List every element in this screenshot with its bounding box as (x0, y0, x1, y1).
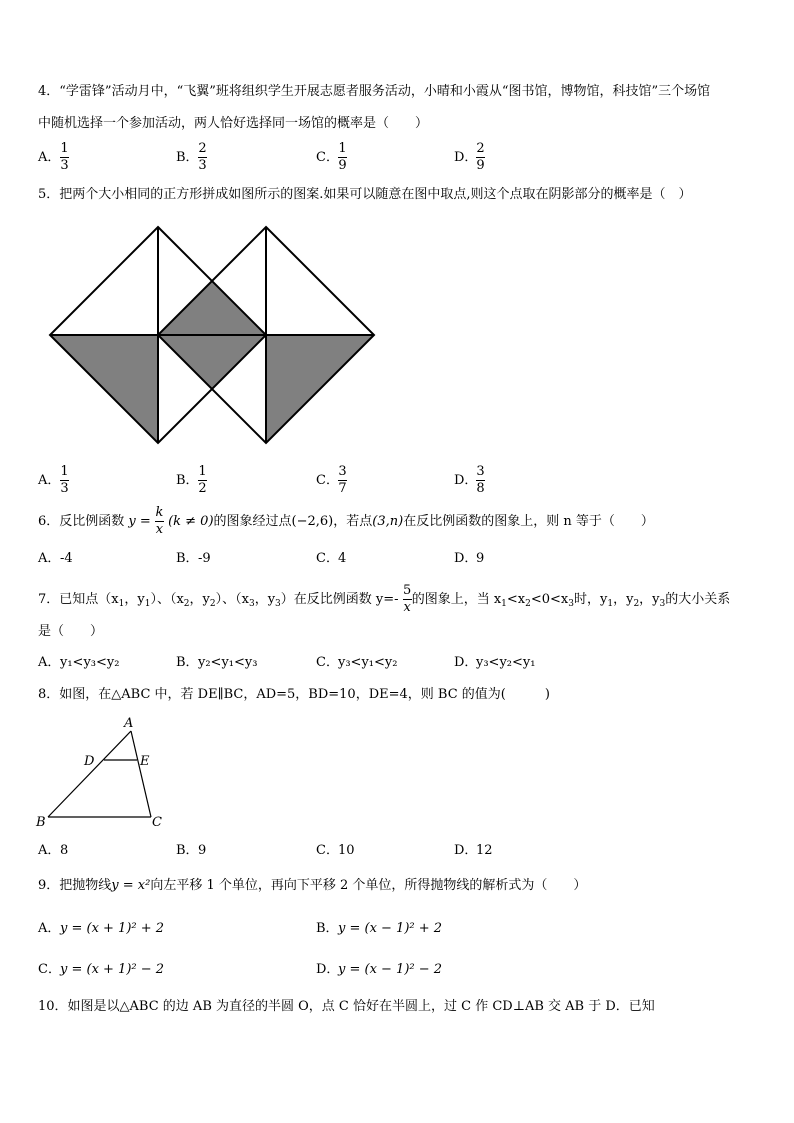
q9-prefix: 9．把抛物线 (38, 878, 112, 893)
q7-fraction (403, 584, 412, 615)
q7-option-d[interactable] (454, 655, 535, 671)
option-label: C． (316, 843, 339, 858)
option-label: C． (316, 150, 339, 165)
option-label: C． (38, 962, 61, 977)
q7-t14: 的大小关系 (665, 592, 731, 607)
option-text: y = (x + 1)² − 2 (60, 962, 165, 977)
option-label: D． (454, 473, 478, 488)
q7-t12: ，y (613, 592, 634, 607)
option-text: 4 (338, 551, 347, 566)
option-label: B． (176, 473, 199, 488)
q7-frac-num: 5 (403, 583, 412, 598)
frac-numerator: 2 (476, 141, 485, 156)
option-label: D． (454, 843, 478, 858)
option-label: A． (38, 843, 61, 858)
q5-outline (50, 227, 374, 443)
q9-option-d[interactable] (316, 962, 442, 978)
q8-option-a[interactable] (38, 843, 68, 859)
q4-text-line2: 中随机选择一个参加活动，两人恰好选择同一场馆的概率是（ ） (38, 116, 429, 131)
q4-option-a[interactable] (38, 142, 69, 173)
option-text: y₂<y₁<y₃ (198, 655, 258, 670)
option-label: B． (316, 921, 339, 936)
option-text: y₃<y₂<y₁ (476, 655, 536, 670)
frac-numerator: 2 (198, 141, 207, 156)
frac-denominator: 2 (198, 481, 207, 496)
q9-option-c[interactable] (38, 962, 164, 978)
option-label: D． (454, 655, 478, 670)
q7-t1: 7．已知点（x (38, 592, 119, 607)
q6-point1: (−2,6) (291, 514, 334, 529)
q6-y-eq: y = (128, 514, 151, 529)
option-text: 9 (198, 843, 207, 858)
q8-text: 8．如图，在△ABC 中，若 DE∥BC，AD=5，BD=10，DE=4，则 BC 的值为( ) (38, 687, 550, 702)
option-label: A． (38, 551, 61, 566)
q7-frac-den: x (403, 600, 411, 615)
q7-t3: ）、（x (150, 592, 184, 607)
q9-text (38, 878, 586, 894)
q7-t13: ，y (639, 592, 660, 607)
q7-option-b[interactable] (176, 655, 257, 671)
q7-t6: ，y (254, 592, 276, 607)
option-label: B． (176, 843, 199, 858)
option-text: -4 (60, 551, 73, 566)
option-text: 8 (60, 843, 69, 858)
option-text: y₁<y₃<y₂ (60, 655, 120, 670)
label-A: A (124, 716, 134, 731)
q6-fraction (155, 506, 164, 537)
option-label: B． (176, 150, 199, 165)
q9-option-a[interactable] (38, 921, 164, 937)
option-text: 10 (338, 843, 355, 858)
label-E: E (140, 754, 150, 769)
q6-option-b[interactable] (176, 551, 211, 567)
option-label: C． (316, 655, 339, 670)
option-label: D． (454, 551, 478, 566)
option-fraction (338, 465, 347, 496)
q7-t7: ）在反比例函数 y=- (280, 592, 399, 607)
q5-option-d[interactable] (454, 465, 485, 496)
side-AC (131, 731, 151, 817)
q6-prefix: 6．反比例函数 (38, 514, 125, 529)
option-label: C． (316, 551, 339, 566)
option-fraction (198, 465, 207, 496)
q7-t8: 的图象上，当 x (411, 592, 502, 607)
q6-option-a[interactable] (38, 551, 73, 567)
q7-t10: <0<x (530, 592, 569, 607)
q6-point2: (3,n) (372, 514, 404, 529)
option-fraction (60, 465, 69, 496)
q6-option-d[interactable] (454, 551, 484, 567)
q9-suffix: 向左平移 1 个单位，再向下平移 2 个单位，所得抛物线的解析式为（ ） (150, 878, 587, 893)
frac-numerator: 1 (60, 464, 69, 479)
option-text: y = (x + 1)² + 2 (60, 921, 165, 936)
label-C: C (152, 815, 162, 830)
option-fraction (60, 142, 69, 173)
option-label: B． (176, 655, 199, 670)
q5-option-b[interactable] (176, 465, 207, 496)
option-label: B． (176, 551, 199, 566)
side-AB (48, 731, 131, 817)
q4-option-d[interactable] (454, 142, 485, 173)
q4-text-line1: 4．“学雷锋”活动月中，“飞翼”班将组织学生开展志愿者服务活动，小晴和小霞从“图书馆，博物馆，科技馆”三个场馆 (38, 84, 711, 99)
frac-denominator: 3 (198, 158, 207, 173)
q8-option-d[interactable] (454, 843, 493, 859)
q8-option-c[interactable] (316, 843, 355, 859)
q4-option-b[interactable] (176, 142, 207, 173)
q6-text (38, 506, 654, 537)
frac-denominator: 9 (476, 158, 485, 173)
label-B: B (36, 815, 46, 830)
option-label: A． (38, 655, 61, 670)
frac-denominator: 7 (338, 481, 347, 496)
option-fraction (476, 465, 485, 496)
option-label: D． (316, 962, 340, 977)
frac-numerator: 3 (338, 464, 347, 479)
q5-option-a[interactable] (38, 465, 69, 496)
option-text: 12 (476, 843, 493, 858)
option-fraction (476, 142, 485, 173)
frac-numerator: 3 (476, 464, 485, 479)
frac-numerator: 1 (338, 141, 347, 156)
q7-t9: <x (506, 592, 526, 607)
q8-option-b[interactable] (176, 843, 206, 859)
q6-option-c[interactable] (316, 551, 346, 567)
option-text: y = (x − 1)² + 2 (338, 921, 443, 936)
q7-option-a[interactable] (38, 655, 119, 671)
q5-option-c[interactable] (316, 465, 347, 496)
q6-suffix: 在反比例函数的图象上，则 n 等于（ ） (403, 514, 654, 529)
q6-mid1: 的图象经过点 (213, 514, 292, 529)
option-text: y₃<y₁<y₂ (338, 655, 398, 670)
q7-option-c[interactable] (316, 655, 397, 671)
option-label: A． (38, 921, 61, 936)
label-D: D (84, 754, 95, 769)
q7-t5: ）、（x (215, 592, 249, 607)
q5-figure (45, 222, 385, 452)
q8-figure (34, 714, 174, 832)
q7-text-line2: 是（ ） (38, 624, 104, 639)
q7-text: 7．已知点（$x_1$，$y_1$）、（$x_2$，$y_2$）、（$x_3$，$y_3$）在反比例函数 y=- $\frac{5}{x}$ 的图象上，当 $x_1<x_2<0<x_3$时，$y_1$，$y_2$，$y_3$的大小关系 (38, 583, 731, 615)
q6-frac-den: x (155, 522, 164, 537)
option-text: y = (x − 1)² − 2 (338, 962, 443, 977)
frac-numerator: 1 (60, 141, 69, 156)
option-label: D． (454, 150, 478, 165)
option-fraction (338, 142, 347, 173)
frac-denominator: 8 (476, 481, 485, 496)
q4-option-c[interactable] (316, 142, 347, 173)
q7-t2: ，y (124, 592, 145, 607)
q5-shaded-regions (50, 281, 374, 443)
frac-denominator: 3 (60, 158, 69, 173)
option-text: 9 (476, 551, 485, 566)
q10-text: 10．如图是以△ABC 的边 AB 为直径的半圆 O，点 C 恰好在半圆上，过 C 作 CD⊥AB 交 AB 于 D．已知 (38, 999, 655, 1014)
q5-text: 5．把两个大小相同的正方形拼成如图所示的图案.如果可以随意在图中取点,则这个点取在阴影部分的概率是（ ） (38, 187, 692, 202)
option-label: C． (316, 473, 339, 488)
q9-eq: y = x² (111, 878, 151, 893)
q7-t11: 时，y (573, 592, 608, 607)
q7-t4: ，y (189, 592, 210, 607)
frac-denominator: 9 (338, 158, 347, 173)
option-fraction (198, 142, 207, 173)
frac-numerator: 1 (198, 464, 207, 479)
q6-frac-num: k (155, 505, 164, 520)
q9-option-b[interactable] (316, 921, 442, 937)
option-label: A． (38, 473, 61, 488)
option-label: A． (38, 150, 61, 165)
option-text: -9 (198, 551, 211, 566)
q6-condition: (k ≠ 0) (168, 514, 214, 529)
q6-mid2: ，若点 (333, 514, 373, 529)
frac-denominator: 3 (60, 481, 69, 496)
